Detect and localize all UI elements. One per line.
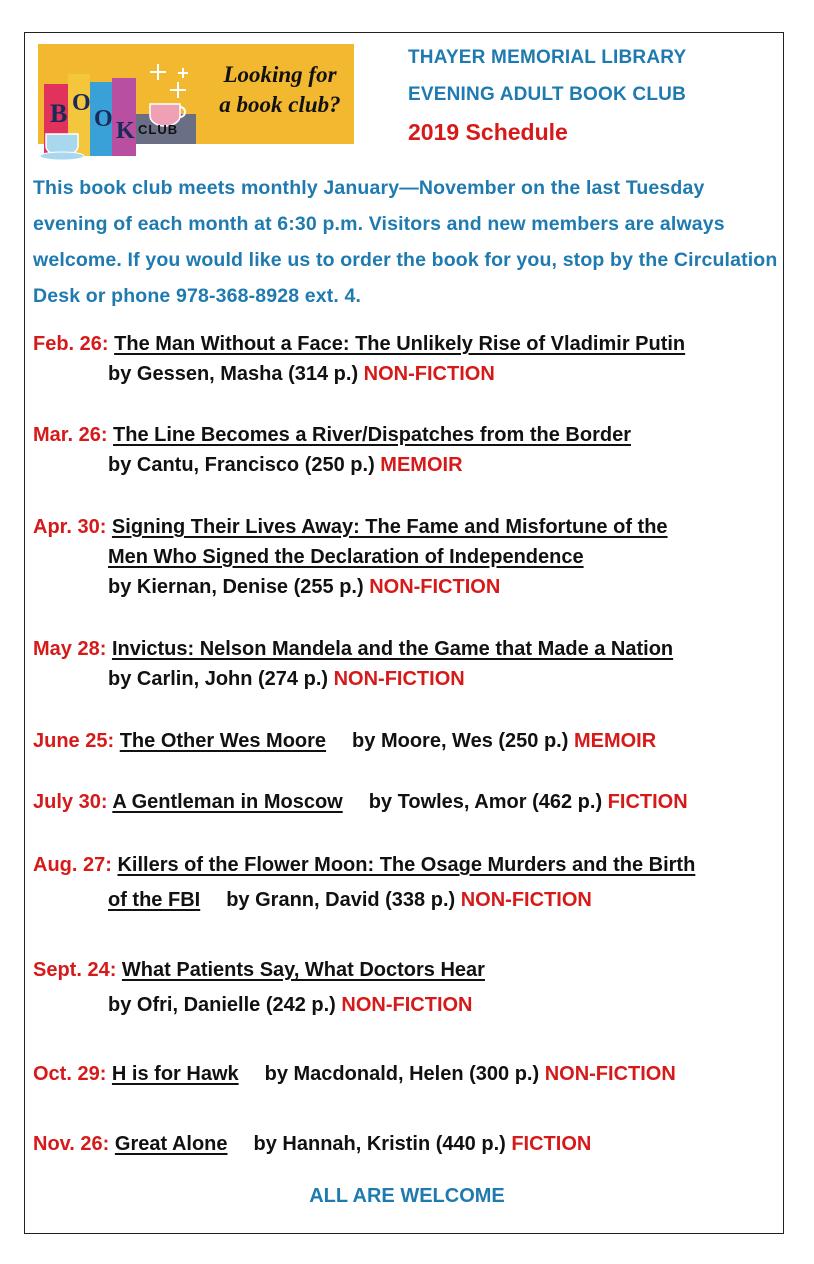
entry-date: June 25: xyxy=(33,730,115,752)
entry-title: The Line Becomes a River/Dispatches from the Border xyxy=(113,424,631,446)
entry-author: by Ofri, Danielle (242 p.) xyxy=(108,994,336,1016)
schedule-year: 2019 Schedule xyxy=(408,119,568,145)
entry-byline xyxy=(33,664,783,694)
entry-title: Invictus: Nelson Mandela and the Game that Made a Nation xyxy=(111,638,674,660)
entry-genre: NON-FICTION xyxy=(341,994,473,1016)
logo-tagline xyxy=(206,60,354,120)
entry-author: by Grann, David (338 p.) xyxy=(226,889,456,911)
book-letter-o2: O xyxy=(94,106,113,132)
entry-title: What Patients Say, What Doctors Hear xyxy=(121,959,485,981)
entry-title: A Gentleman in Moscow xyxy=(112,791,343,813)
entry-byline xyxy=(33,359,783,389)
library-name: THAYER MEMORIAL LIBRARY xyxy=(408,47,687,68)
entry-title-line-1: Signing Their Lives Away: The Fame and Misfortune of the xyxy=(111,516,668,538)
schedule-entry-jun xyxy=(33,726,783,756)
tagline-line-1: Looking for xyxy=(223,62,337,87)
entry-genre: FICTION xyxy=(511,1133,592,1155)
schedule-entry-nov xyxy=(33,1129,783,1159)
entry-author: by Kiernan, Denise (255 p.) xyxy=(108,576,364,598)
tagline-line-2: a book club? xyxy=(219,92,341,117)
schedule-entry-feb xyxy=(33,329,783,389)
entry-genre: FICTION xyxy=(607,791,688,813)
book-letter-o1: O xyxy=(72,90,91,116)
entry-title-line-1: Killers of the Flower Moon: The Osage Murders and the Birth xyxy=(117,854,696,876)
entry-title-line-2: of the FBI xyxy=(108,889,201,911)
entry-date: July 30: xyxy=(33,791,108,813)
entry-genre: NON-FICTION xyxy=(333,668,465,690)
entry-genre: MEMOIR xyxy=(573,730,657,752)
entry-genre: NON-FICTION xyxy=(363,363,495,385)
entry-title: Great Alone xyxy=(114,1133,228,1155)
club-label: CLUB xyxy=(138,122,179,137)
entry-date: Nov. 26: xyxy=(33,1133,110,1155)
intro-paragraph: This book club meets monthly January—November on the last Tuesday evening of each month at 6:30 p.m. Visitors and new members are always welcome. If you would like us to order the book for you, stop by the Circulation Desk or phone 978-368-8928 ext. 4. xyxy=(33,177,778,307)
coffee-cup-icon xyxy=(40,134,84,160)
schedule-entry-sep xyxy=(33,953,783,1023)
entry-author: by Hannah, Kristin (440 p.) xyxy=(253,1133,506,1155)
entry-author: by Carlin, John (274 p.) xyxy=(108,668,329,690)
entry-genre: NON-FICTION xyxy=(544,1063,676,1085)
schedule-entry-oct xyxy=(33,1059,783,1089)
entry-title-line-2: Men Who Signed the Declaration of Independence xyxy=(108,546,584,568)
entry-author: by Cantu, Francisco (250 p.) xyxy=(108,454,375,476)
entry-author: by Towles, Amor (462 p.) xyxy=(368,791,603,813)
entry-date: Apr. 30: xyxy=(33,516,107,538)
entry-date: Sept. 24: xyxy=(33,959,117,981)
entry-byline xyxy=(33,450,783,480)
entry-author: by Moore, Wes (250 p.) xyxy=(352,730,569,752)
book-club-logo xyxy=(38,44,354,162)
book-spine-4 xyxy=(112,78,136,156)
entry-title: H is for Hawk xyxy=(111,1063,239,1085)
book-letter-b: B xyxy=(50,99,68,128)
entry-genre: MEMOIR xyxy=(380,454,463,476)
entry-title: The Man Without a Face: The Unlikely Rise of Vladimir Putin xyxy=(114,333,686,355)
entry-genre: NON-FICTION xyxy=(460,889,592,911)
entry-date: Feb. 26: xyxy=(33,333,109,355)
entry-byline xyxy=(33,988,783,1023)
entry-author: by Macdonald, Helen (300 p.) xyxy=(264,1063,540,1085)
schedule-entry-mar xyxy=(33,420,783,480)
schedule-entry-jul xyxy=(33,787,783,817)
entry-date: Oct. 29: xyxy=(33,1063,107,1085)
entry-author: by Gessen, Masha (314 p.) xyxy=(108,363,359,385)
entry-date: Aug. 27: xyxy=(33,854,112,876)
entry-date: May 28: xyxy=(33,638,107,660)
footer-welcome: ALL ARE WELCOME xyxy=(309,1185,505,1207)
entry-title: The Other Wes Moore xyxy=(119,730,327,752)
club-name: EVENING ADULT BOOK CLUB xyxy=(408,84,686,105)
schedule-entry-apr xyxy=(33,512,783,602)
schedule-entry-aug xyxy=(33,848,783,918)
entry-date: Mar. 26: xyxy=(33,424,108,446)
entry-title-line-2-wrap xyxy=(33,542,783,572)
entry-byline xyxy=(33,572,783,602)
book-letter-k: K xyxy=(116,118,135,144)
schedule-entry-may xyxy=(33,634,783,694)
entry-genre: NON-FICTION xyxy=(369,576,501,598)
entry-byline xyxy=(33,883,783,918)
